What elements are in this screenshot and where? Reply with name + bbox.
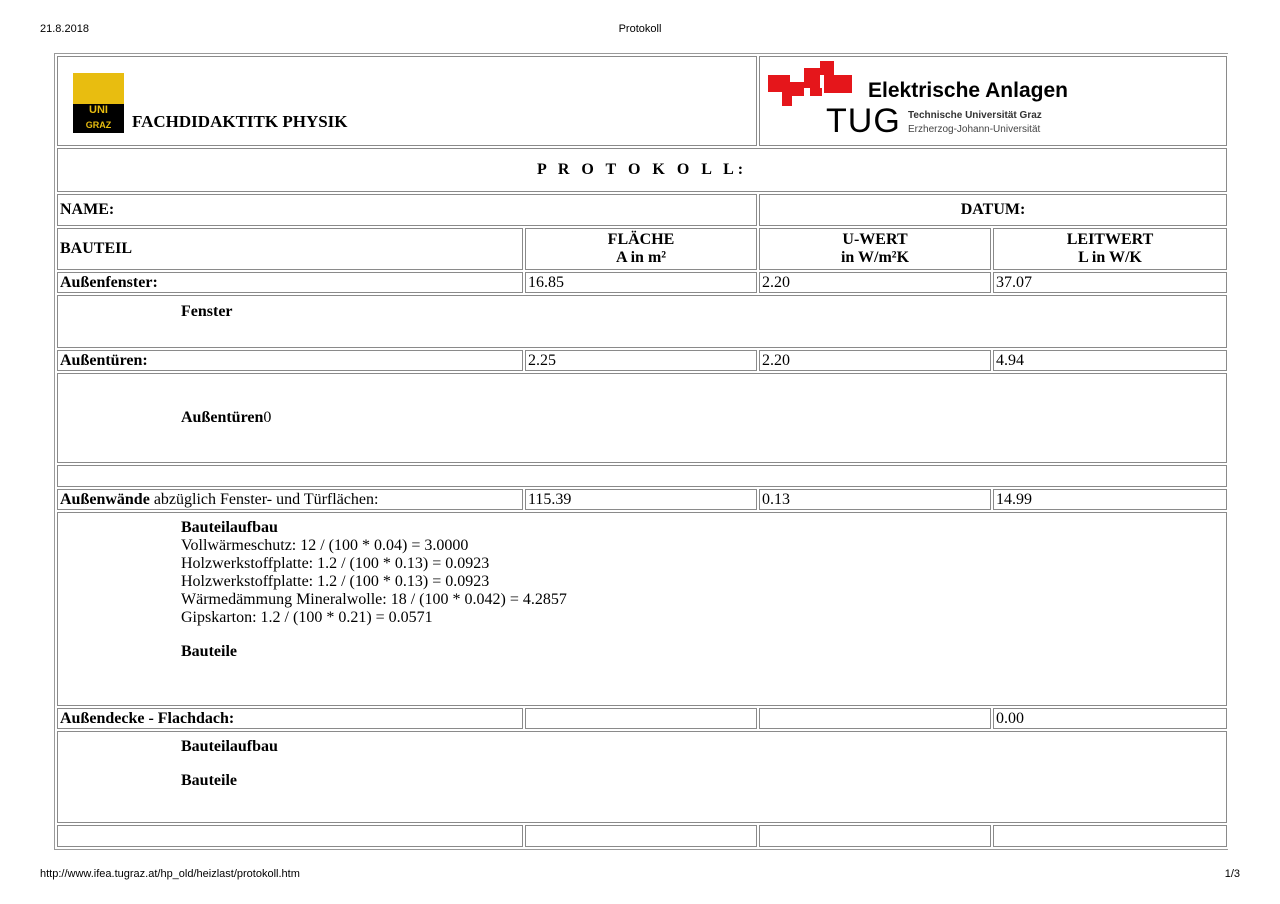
print-date: 21.8.2018 — [40, 23, 89, 35]
tug-department-title: Elektrische Anlagen — [868, 79, 1068, 102]
row-label-decke: Außendecke - Flachdach: — [57, 708, 523, 729]
leitwert-fenster: 37.07 — [993, 272, 1227, 293]
print-footer — [40, 868, 1240, 882]
print-header — [40, 23, 1240, 37]
leitwert-decke: 0.00 — [993, 708, 1227, 729]
datum-label: DATUM: — [759, 194, 1227, 226]
row-label-waende — [57, 489, 523, 510]
tug-subtitle-1: Technische Universität Graz — [908, 110, 1042, 121]
col-leitwert — [993, 228, 1227, 270]
col-flaeche — [525, 228, 757, 270]
tug-cell — [759, 56, 1227, 146]
print-page: 1/3 — [1224, 868, 1240, 880]
row-label-tueren: Außentüren: — [57, 350, 523, 371]
row-label-waende-bold: Außenwände — [60, 490, 150, 508]
detail-decke — [57, 731, 1227, 823]
sub-tueren-suffix: 0 — [263, 409, 272, 426]
table-row — [57, 350, 1227, 371]
tug-logo — [762, 57, 1224, 145]
protocol-table — [54, 53, 1228, 850]
bauteile-title-waende: Bauteile — [181, 643, 237, 660]
logo-row — [57, 56, 1227, 146]
uwert-decke — [759, 708, 991, 729]
uni-graz-logo — [73, 73, 124, 133]
tug-subtitle-2: Erzherzog-Johann-Universität — [908, 124, 1041, 135]
tug-abbr: TUG — [826, 102, 901, 140]
area-waende: 115.39 — [525, 489, 757, 510]
col-flaeche-line2: A in m² — [615, 249, 667, 266]
leitwert-tueren: 4.94 — [993, 350, 1227, 371]
col-bauteil: BAUTEIL — [57, 228, 523, 270]
col-flaeche-line1: FLÄCHE — [607, 231, 675, 248]
col-leitwert-line1: LEITWERT — [1066, 231, 1154, 248]
layer-line: Vollwärmeschutz: 12 / (100 * 0.04) = 3.0000 — [181, 537, 469, 554]
tug-squares-icon — [768, 61, 858, 107]
uwert-tueren: 2.20 — [759, 350, 991, 371]
uni-logo-text-top: UNI — [73, 104, 124, 117]
cut-cell — [993, 825, 1227, 847]
detail-tueren — [57, 373, 1227, 463]
aufbau-title-waende: Bauteilaufbau — [181, 519, 278, 536]
layer-line: Holzwerkstoffplatte: 1.2 / (100 * 0.13) = 0.0923 — [181, 555, 490, 572]
sub-fenster: Fenster — [181, 303, 233, 320]
uwert-fenster: 2.20 — [759, 272, 991, 293]
print-url: http://www.ifea.tugraz.at/hp_old/heizlast/protokoll.htm — [40, 868, 300, 880]
layer-line: Wärmedämmung Mineralwolle: 18 / (100 * 0.042) = 4.2857 — [181, 591, 567, 608]
fachdidaktik-title: FACHDIDAKTITK PHYSIK — [132, 112, 348, 131]
sub-tueren: Außentüren — [181, 409, 264, 426]
table-row — [57, 489, 1227, 510]
row-label-fenster: Außenfenster: — [57, 272, 523, 293]
col-uwert-line2: in W/m²K — [840, 249, 910, 266]
empty-row — [57, 465, 1227, 487]
area-fenster: 16.85 — [525, 272, 757, 293]
col-leitwert-line2: L in W/K — [1078, 249, 1142, 266]
layer-line: Holzwerkstoffplatte: 1.2 / (100 * 0.13) = 0.0923 — [181, 573, 490, 590]
uwert-waende: 0.13 — [759, 489, 991, 510]
detail-waende — [57, 512, 1227, 706]
layer-line: Gipskarton: 1.2 / (100 * 0.21) = 0.0571 — [181, 609, 433, 626]
table-row — [57, 708, 1227, 729]
row-label-waende-rest: abzüglich Fenster- und Türflächen: — [149, 490, 379, 508]
col-uwert — [759, 228, 991, 270]
column-header-row — [57, 228, 1227, 270]
table-row — [57, 272, 1227, 293]
protocol-title: P R O T O K O L L: — [57, 148, 1227, 192]
detail-fenster — [57, 295, 1227, 348]
uni-logo-text-bottom: GRAZ — [85, 120, 112, 130]
name-label: NAME: — [57, 194, 757, 226]
protocol-sheet — [54, 53, 1228, 868]
leitwert-waende: 14.99 — [993, 489, 1227, 510]
uni-cell — [57, 56, 757, 146]
print-title: Protokoll — [618, 23, 662, 35]
area-tueren: 2.25 — [525, 350, 757, 371]
col-uwert-line1: U-WERT — [842, 231, 908, 248]
table-row — [57, 825, 1227, 847]
cut-cell — [57, 825, 523, 847]
area-decke — [525, 708, 757, 729]
cut-cell — [525, 825, 757, 847]
cut-cell — [759, 825, 991, 847]
bauteile-title-decke: Bauteile — [181, 772, 237, 789]
aufbau-title-decke: Bauteilaufbau — [181, 738, 278, 755]
